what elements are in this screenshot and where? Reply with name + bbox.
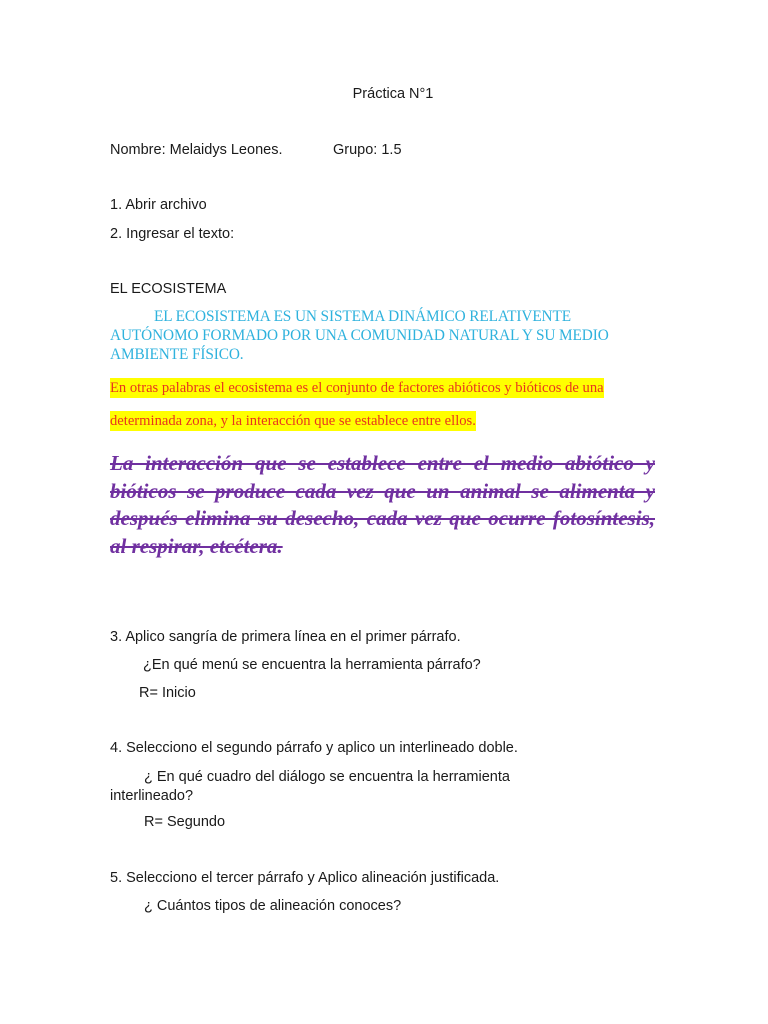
highlighted-line-2: determinada zona, y la interacción que se establece entre ellos. — [110, 413, 476, 429]
highlighted-line-1: En otras palabras el ecosistema es el conjunto de factores abióticos y bióticos de una — [110, 380, 604, 396]
question-3: ¿En qué menú se encuentra la herramienta párrafo? — [143, 657, 481, 673]
title-text: Práctica N°1 — [352, 86, 434, 102]
document-title — [0, 86, 768, 102]
step-1: 1. Abrir archivo — [110, 197, 207, 213]
step-2: 2. Ingresar el texto: — [110, 226, 235, 242]
step-5: 5. Selecciono el tercer párrafo y Aplico alineación justificada. — [110, 870, 500, 886]
step-3: 3. Aplico sangría de primera línea en el primer párrafo. — [110, 629, 461, 645]
student-group: Grupo: 1.5 — [333, 142, 402, 158]
step-4: 4. Selecciono el segundo párrafo y aplico un interlineado doble. — [110, 740, 518, 756]
paragraph-1-definition: EL ECOSISTEMA ES UN SISTEMA DINÁMICO RELATIVENTE AUTÓNOMO FORMADO POR UNA COMUNIDAD NATURAL Y SU MEDIO AMBIENTE FÍSICO. — [110, 308, 609, 363]
question-5: ¿ Cuántos tipos de alineación conoces? — [144, 898, 402, 914]
student-name: Nombre: Melaidys Leones. — [110, 142, 283, 158]
paragraph-2-highlighted — [110, 372, 650, 438]
question-4: ¿ En qué cuadro del diálogo se encuentra la herramienta interlineado? — [110, 769, 510, 804]
ecosystem-heading: EL ECOSISTEMA — [110, 281, 227, 297]
answer-4: R= Segundo — [144, 814, 226, 830]
answer-3: R= Inicio — [139, 685, 196, 701]
paragraph-3-strikethrough: La interacción que se establece entre el medio abiótico y bióticos se produce cada vez que un animal se alimenta y después elimina su desecho, cada vez que ocurre fotosíntesis, al respirar, etcétera. — [110, 451, 655, 558]
